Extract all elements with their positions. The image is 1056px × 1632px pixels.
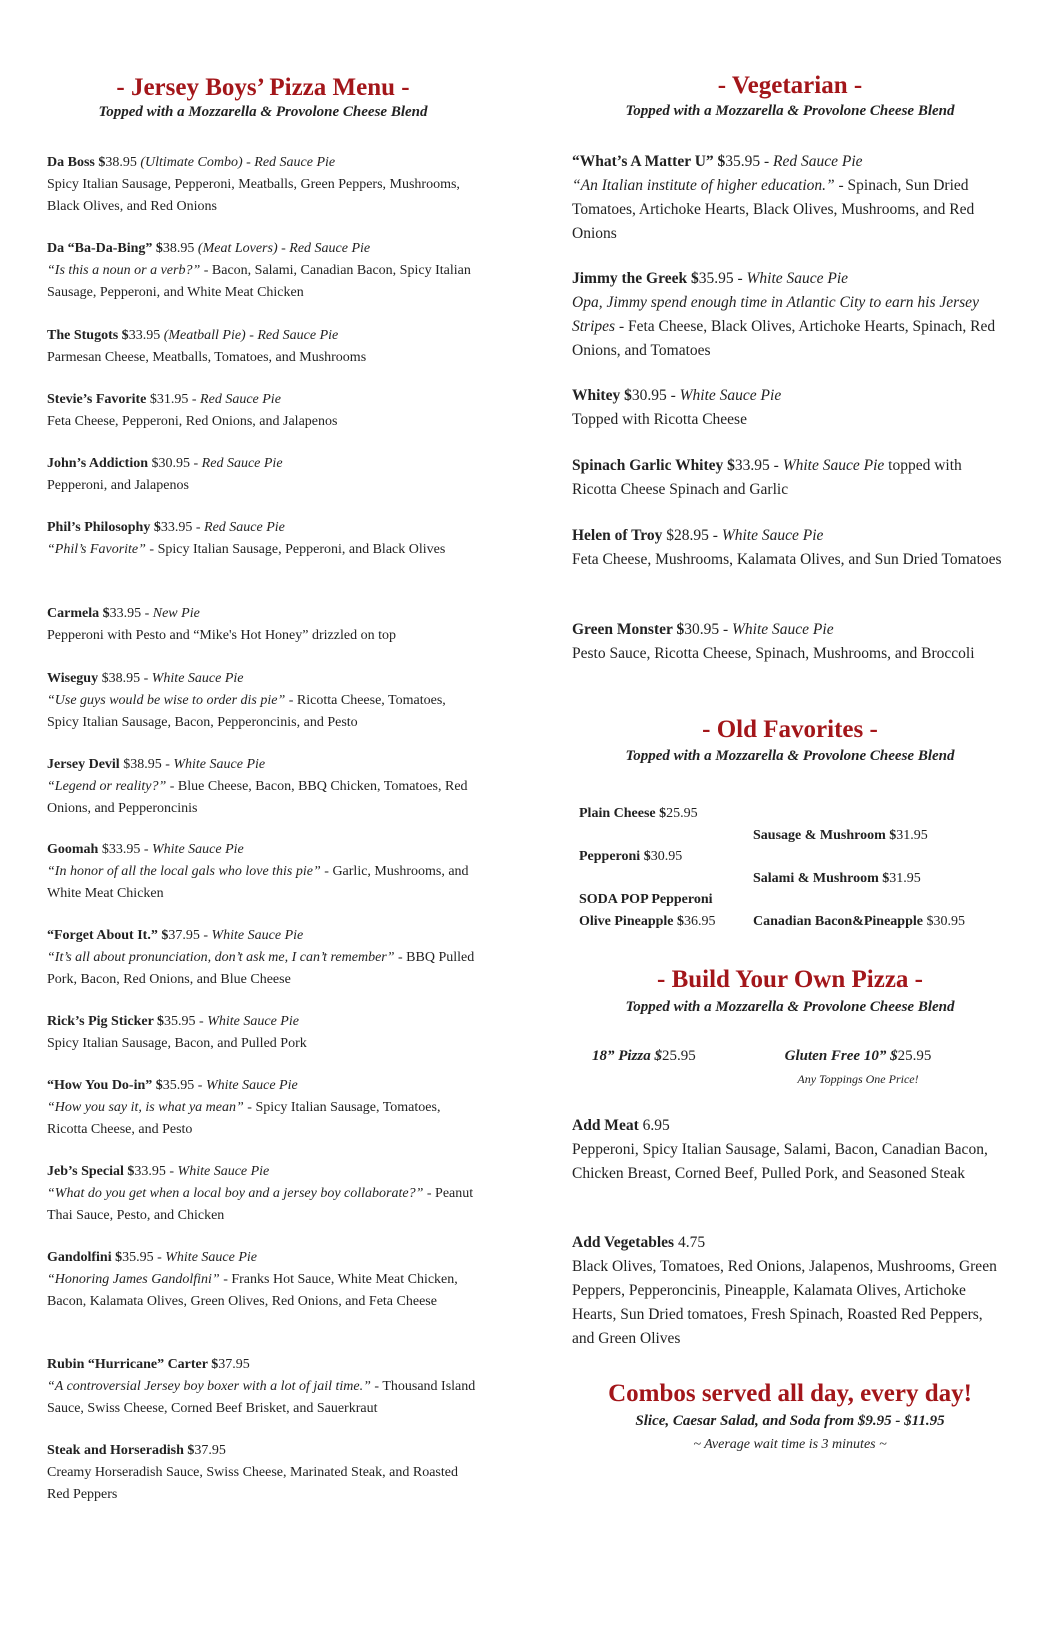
item-name: Stevie’s Favorite <box>47 392 150 407</box>
item-sauce: - White Sauce Pie <box>153 1250 257 1265</box>
favorite-name: Pepperoni $ <box>579 849 651 864</box>
favorite-price: 31.95 <box>896 828 928 843</box>
item-name: Jersey Devil <box>47 757 124 772</box>
item-sauce: - White Sauce Pie <box>708 527 824 544</box>
menu-subtitle: Topped with a Mozzarella & Provolone Cheese Blend <box>98 104 428 120</box>
favorite-item <box>579 889 716 933</box>
favorite-item <box>753 868 921 890</box>
item-name: The Stugots $ <box>47 328 129 343</box>
item-name: Da “Ba-Da-Bing” $ <box>47 241 163 256</box>
item-price: 35.95 <box>122 1250 154 1265</box>
favorite-price: 31.95 <box>889 871 921 886</box>
size-label: Gluten Free 10” $ <box>784 1048 898 1064</box>
old-favorites-subtitle: Topped with a Mozzarella & Provolone Cheese Blend <box>625 748 955 764</box>
item-price: $38.95 <box>123 757 162 772</box>
menu-item <box>47 1440 479 1506</box>
item-name: Whitey $ <box>572 387 632 404</box>
item-description: - Bacon, Salami, Canadian Bacon, Spicy Italian Sausage, Pepperoni, and White Meat Chicken <box>47 263 471 300</box>
item-name: John’s Addiction <box>47 456 152 471</box>
item-quote: “Honoring James Gandolfini” <box>47 1272 220 1287</box>
menu-item <box>47 754 479 820</box>
item-name: Wiseguy <box>47 671 102 686</box>
item-name: Da Boss $ <box>47 155 106 170</box>
item-price: 33.95 <box>734 457 770 474</box>
veg-item <box>572 524 1008 572</box>
item-description: - Thousand Island Sauce, Swiss Cheese, Corned Beef Brisket, and Sauerkraut <box>47 1379 476 1416</box>
item-description: - Blue Cheese, Bacon, BBQ Chicken, Tomatoes, Red Onions, and Pepperoncinis <box>47 779 468 816</box>
favorite-item <box>753 911 965 933</box>
vegetarian-title: - Vegetarian - <box>717 72 863 99</box>
item-description: Pepperoni, and Jalapenos <box>47 478 189 493</box>
vegetarian-subtitle: Topped with a Mozzarella & Provolone Cheese Blend <box>625 103 955 119</box>
item-description: - Spinach, Sun Dried Tomatoes, Artichoke Hearts, Black Olives, Mushrooms, and Red Onions <box>572 177 975 242</box>
item-sauce: - White Sauce Pie <box>194 1078 298 1093</box>
item-description: - Ricotta Cheese, Tomatoes, Spicy Italian Sausage, Bacon, Pepperoncinis, and Pesto <box>47 693 446 730</box>
menu-item <box>47 1161 479 1227</box>
item-sauce: - Red Sauce Pie <box>190 456 283 471</box>
veg-item <box>572 618 1008 666</box>
item-description: Parmesan Cheese, Meatballs, Tomatoes, and Mushrooms <box>47 350 367 365</box>
favorite-price: 25.95 <box>666 806 698 821</box>
item-name: Gandolfini $ <box>47 1250 123 1265</box>
item-quote: “Is this a noun or a verb?” <box>47 263 201 278</box>
add-veg-label: Add Vegetables <box>572 1234 678 1251</box>
add-meat-price: 6.95 <box>642 1117 670 1134</box>
item-name: Spinach Garlic Whitey $ <box>572 457 735 474</box>
veg-item <box>572 454 1008 502</box>
favorite-item <box>579 846 682 868</box>
add-veg-list: Black Olives, Tomatoes, Red Onions, Jalapenos, Mushrooms, Green Peppers, Pepperoncinis, Pineapple, Kalamata Olives, Artichoke Hearts, Sun Dried tomatoes, Fresh Spinach, Roasted Red Peppers, and Green Olives <box>572 1258 997 1347</box>
menu-item <box>47 325 479 369</box>
favorite-name: Plain Cheese $ <box>579 806 667 821</box>
favorite-price: 36.95 <box>684 914 716 929</box>
item-description: - Garlic, Mushrooms, and White Meat Chicken <box>47 864 469 901</box>
item-sauce: - Red Sauce Pie <box>192 520 285 535</box>
item-quote: “In honor of all the local gals who love this pie” <box>47 864 321 879</box>
menu-item <box>47 925 479 991</box>
veg-item <box>572 384 1008 432</box>
item-quote: “It’s all about pronunciation, don’t ask me, I can’t remember” <box>47 950 395 965</box>
item-name: Phil’s Philosophy $ <box>47 520 161 535</box>
size-price: 25.95 <box>897 1048 932 1064</box>
add-vegetables <box>572 1231 1008 1351</box>
size-18-inch <box>592 1048 762 1065</box>
combos-line: Slice, Caesar Salad, and Soda from $9.95 - $11.95 <box>635 1413 945 1429</box>
favorite-item <box>753 825 928 847</box>
item-description: Ricotta Cheese Spinach and Garlic <box>572 481 789 498</box>
favorite-name: SODA POP Pepperoni <box>579 892 713 907</box>
build-your-own-subtitle: Topped with a Mozzarella & Provolone Cheese Blend <box>625 999 955 1015</box>
menu-item <box>47 603 479 647</box>
item-sauce: - Red Sauce Pie <box>760 153 863 170</box>
item-price: 33.95 <box>109 606 142 621</box>
menu-item <box>47 668 479 734</box>
favorite-item <box>579 803 698 825</box>
item-description: - BBQ Pulled Pork, Bacon, Red Onions, and Blue Cheese <box>47 950 475 987</box>
item-description: - Spicy Italian Sausage, Tomatoes, Ricotta Cheese, and Pesto <box>47 1100 441 1137</box>
item-price: 35.95 <box>725 153 761 170</box>
item-description: Spicy Italian Sausage, Bacon, and Pulled Pork <box>47 1036 307 1051</box>
item-name: Jimmy the Greek $ <box>572 270 699 287</box>
item-sauce: - White Sauce Pie <box>199 928 304 943</box>
menu-item <box>47 1075 479 1141</box>
item-name: Rubin “Hurricane” Carter $ <box>47 1357 219 1372</box>
item-description: Pesto Sauce, Ricotta Cheese, Spinach, Mushrooms, and Broccoli <box>572 645 975 662</box>
item-description: Spicy Italian Sausage, Pepperoni, Meatballs, Green Peppers, Mushrooms, Black Olives, and Red Onions <box>47 177 460 214</box>
old-favorites-title: - Old Favorites - <box>702 716 878 743</box>
item-price: $31.95 <box>149 392 189 407</box>
favorite-name: Salami & Mushroom $ <box>753 871 890 886</box>
add-veg-price: 4.75 <box>677 1234 706 1251</box>
item-name: Rick’s Pig Sticker $ <box>47 1014 165 1029</box>
item-price: 30.95 <box>631 387 667 404</box>
item-sauce: - White Sauce Pie <box>140 842 244 857</box>
item-price: 37.95 <box>194 1443 226 1458</box>
favorite-price: 30.95 <box>650 849 683 864</box>
item-description: - Feta Cheese, Black Olives, Artichoke Hearts, Spinach, Red Onions, and Tomatoes <box>572 318 996 359</box>
favorite-name: Canadian Bacon&Pineapple <box>753 914 927 929</box>
item-price: 37.95 <box>218 1357 250 1372</box>
size-price: 25.95 <box>662 1048 696 1064</box>
item-sauce: - Red Sauce Pie <box>188 392 281 407</box>
add-meat-list: Pepperoni, Spicy Italian Sausage, Salami, Bacon, Canadian Bacon, Chicken Breast, Corned Beef, Pulled Pork, and Seasoned Steak <box>572 1141 988 1182</box>
menu-item <box>47 453 479 497</box>
item-quote: “What do you get when a local boy and a jersey boy collaborate?” <box>47 1186 424 1201</box>
menu-item <box>47 152 479 218</box>
item-quote: “Phil’s Favorite” <box>47 542 146 557</box>
item-name: “Forget About It.” $ <box>47 928 169 943</box>
item-name: “How You Do-in” $ <box>47 1078 163 1093</box>
item-name: Jeb’s Special $ <box>47 1164 135 1179</box>
item-description: - Franks Hot Sauce, White Meat Chicken, Bacon, Kalamata Olives, Green Olives, Red Onions, and Feta Cheese <box>47 1272 458 1309</box>
item-price: $33.95 <box>101 842 141 857</box>
item-sauce: - White Sauce Pie <box>733 270 849 287</box>
item-sauce: (Meatball Pie) - Red Sauce Pie <box>160 328 339 343</box>
item-description: Feta Cheese, Pepperoni, Red Onions, and Jalapenos <box>47 414 338 429</box>
veg-item <box>572 267 1008 363</box>
item-name: Green Monster $ <box>572 621 685 638</box>
item-price: 30.95 <box>684 621 720 638</box>
item-quote: “Use guys would be wise to order dis pie” <box>47 693 286 708</box>
favorite-name-line2: Olive Pineapple $ <box>579 914 684 929</box>
menu-item <box>47 517 479 561</box>
item-description: Topped with Ricotta Cheese <box>572 411 747 428</box>
menu-item <box>47 1247 479 1313</box>
item-sauce: - White Sauce Pie <box>140 671 244 686</box>
item-price: $28.95 <box>666 527 709 544</box>
menu-item <box>47 1011 479 1055</box>
item-price: 38.95 <box>162 241 195 256</box>
item-description: Creamy Horseradish Sauce, Swiss Cheese, Marinated Steak, and Roasted Red Peppers <box>47 1465 458 1502</box>
item-description: Feta Cheese, Mushrooms, Kalamata Olives, and Sun Dried Tomatoes <box>572 551 1002 568</box>
item-name: Goomah <box>47 842 102 857</box>
item-sauce: - White Sauce Pie <box>161 757 266 772</box>
item-sauce: - White Sauce Pie <box>666 387 782 404</box>
item-price: 35.95 <box>162 1078 195 1093</box>
menu-title: - Jersey Boys’ Pizza Menu - <box>116 74 410 101</box>
favorite-price: $30.95 <box>926 914 965 929</box>
any-toppings-note: Any Toppings One Price! <box>797 1072 919 1086</box>
item-price: 37.95 <box>168 928 200 943</box>
item-name: “What’s A Matter U” $ <box>572 153 726 170</box>
item-price: 35.95 <box>164 1014 196 1029</box>
item-price: 35.95 <box>698 270 734 287</box>
build-your-own-title: - Build Your Own Pizza - <box>657 966 923 993</box>
size-gluten-free <box>768 1048 948 1065</box>
item-sauce: - White Sauce Pie <box>165 1164 270 1179</box>
favorite-name: Sausage & Mushroom $ <box>753 828 897 843</box>
item-name: Steak and Horseradish $ <box>47 1443 195 1458</box>
item-sauce: - New Pie <box>141 606 200 621</box>
item-quote: Opa, Jimmy spend enough time in Atlantic City to earn his Jersey Stripes <box>572 294 979 335</box>
item-quote: “A controversial Jersey boy boxer with a lot of jail time.” <box>47 1379 371 1394</box>
combos-title: Combos served all day, every day! <box>608 1380 972 1407</box>
size-label: 18” Pizza $ <box>592 1048 663 1064</box>
veg-item <box>572 150 1008 246</box>
item-price: 38.95 <box>105 155 137 170</box>
item-sauce: - White Sauce Pie <box>769 457 885 474</box>
menu-item <box>47 238 479 304</box>
item-sauce: - White Sauce Pie <box>195 1014 299 1029</box>
item-sauce: (Meat Lovers) - Red Sauce Pie <box>194 241 371 256</box>
item-quote: “Legend or reality?” <box>47 779 167 794</box>
item-price: 33.95 <box>160 520 193 535</box>
item-price: $38.95 <box>101 671 141 686</box>
add-meat <box>572 1114 1008 1186</box>
item-name: Helen of Troy <box>572 527 667 544</box>
item-price: 33.95 <box>134 1164 166 1179</box>
item-price: $30.95 <box>151 456 191 471</box>
item-quote: “How you say it, is what ya mean” <box>47 1100 244 1115</box>
wait-time: ~ Average wait time is 3 minutes ~ <box>693 1437 887 1452</box>
add-meat-label: Add Meat <box>572 1117 643 1134</box>
item-quote: “An Italian institute of higher education.” <box>572 177 835 194</box>
item-name: Carmela $ <box>47 606 110 621</box>
item-description: - Peanut Thai Sauce, Pesto, and Chicken <box>47 1186 474 1223</box>
menu-item <box>47 389 479 433</box>
menu-item <box>47 1354 479 1420</box>
item-sauce: (Ultimate Combo) - Red Sauce Pie <box>136 155 336 170</box>
item-extra: topped with <box>884 457 962 474</box>
item-price: 33.95 <box>128 328 161 343</box>
item-description: Pepperoni with Pesto and “Mike's Hot Honey” drizzled on top <box>47 628 396 643</box>
menu-item <box>47 839 479 905</box>
item-description: - Spicy Italian Sausage, Pepperoni, and Black Olives <box>145 542 446 557</box>
item-sauce: - White Sauce Pie <box>719 621 834 638</box>
